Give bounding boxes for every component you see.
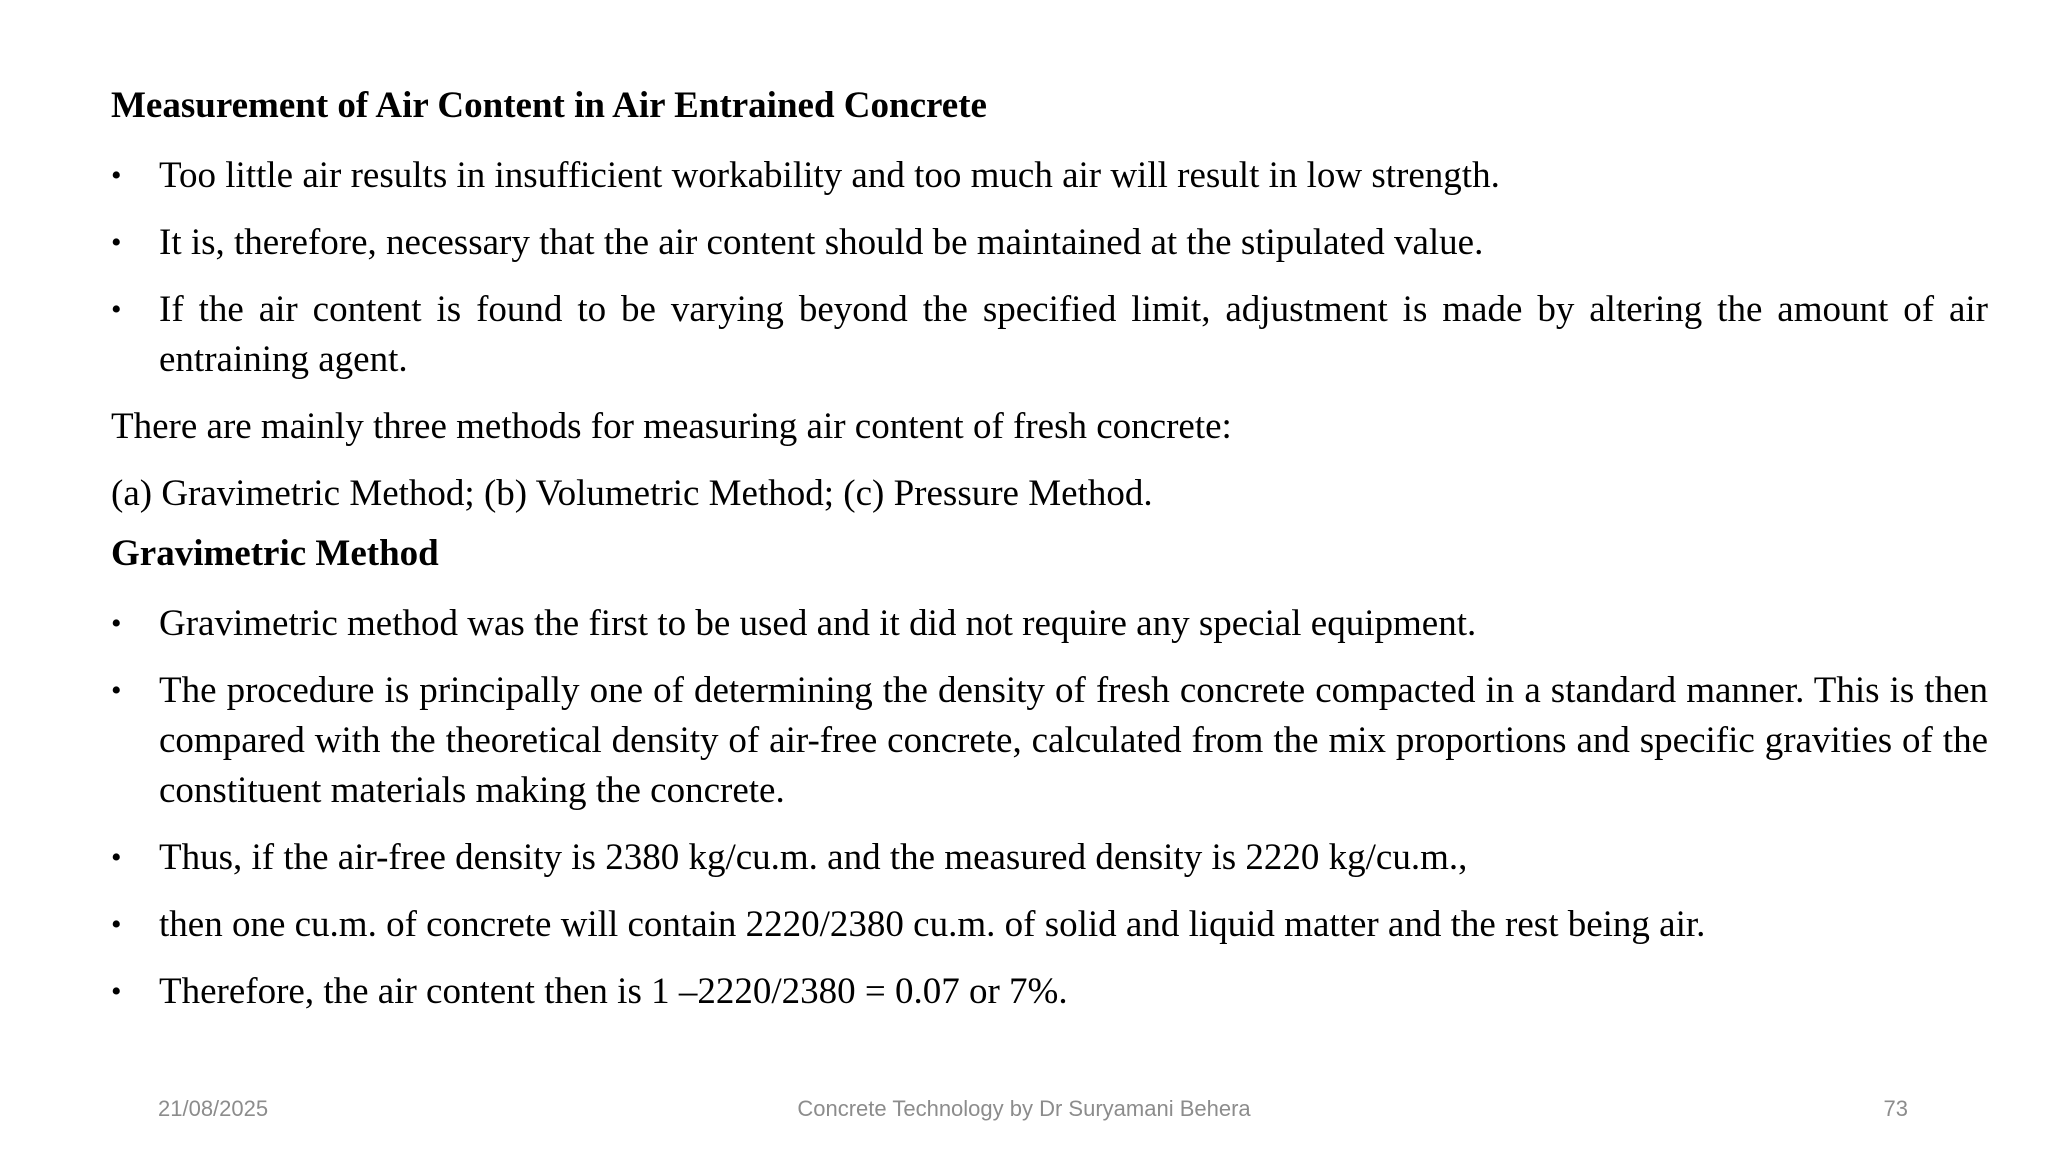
slide-content [111,84,1988,1034]
bullet-dot: • [111,159,122,192]
footer-page-number: 73 [1883,1096,1908,1121]
bullet-item [111,666,1988,816]
bullet-dot: • [111,226,122,259]
bullet-text: then one cu.m. of concrete will contain 2220/2380 cu.m. of solid and liquid matter and the rest being air. [159,904,1706,945]
bullet-text: Thus, if the air-free density is 2380 kg/cu.m. and the measured density is 2220 kg/cu.m., [159,837,1468,878]
bullet-item [111,151,1988,201]
bullet-item [111,967,1988,1017]
footer-date: 21/08/2025 [158,1096,269,1121]
bullet-text: It is, therefore, necessary that the air content should be maintained at the stipulated value. [159,222,1484,263]
bullet-text: Too little air results in insufficient workability and too much air will result in low strength. [159,155,1500,196]
bullet-item [111,900,1988,950]
bullet-text: If the air content is found to be varying beyond the specified limit, adjustment is made by altering the amount of air entraining agent. [159,289,1988,380]
section-heading-gravimetric: Gravimetric Method [111,533,439,574]
bullet-dot: • [111,674,122,707]
footer-title: Concrete Technology by Dr Suryamani Behera [797,1096,1251,1121]
bullet-text: Therefore, the air content then is 1 –2220/2380 = 0.07 or 7%. [159,971,1068,1012]
bullet-dot: • [111,607,122,640]
bullet-dot: • [111,975,122,1008]
bullet-dot: • [111,908,122,941]
methods-intro-paragraph: There are mainly three methods for measuring air content of fresh concrete: [111,406,1232,447]
bullet-dot: • [111,841,122,874]
bullet-dot: • [111,293,122,326]
section-heading-air-content: Measurement of Air Content in Air Entrained Concrete [111,85,987,126]
methods-list-paragraph: (a) Gravimetric Method; (b) Volumetric Method; (c) Pressure Method. [111,473,1153,514]
bullet-item [111,599,1988,649]
bullet-text: Gravimetric method was the first to be used and it did not require any special equipment. [159,603,1477,644]
bullet-item [111,218,1988,268]
bullet-text: The procedure is principally one of determining the density of fresh concrete compacted in a standard manner. This is then compared with the theoretical density of air-free concrete, calculated from the mix proportions and specific gravities of the constituent materials making the concrete. [159,670,1988,811]
bullet-item [111,833,1988,883]
bullet-item [111,285,1988,385]
